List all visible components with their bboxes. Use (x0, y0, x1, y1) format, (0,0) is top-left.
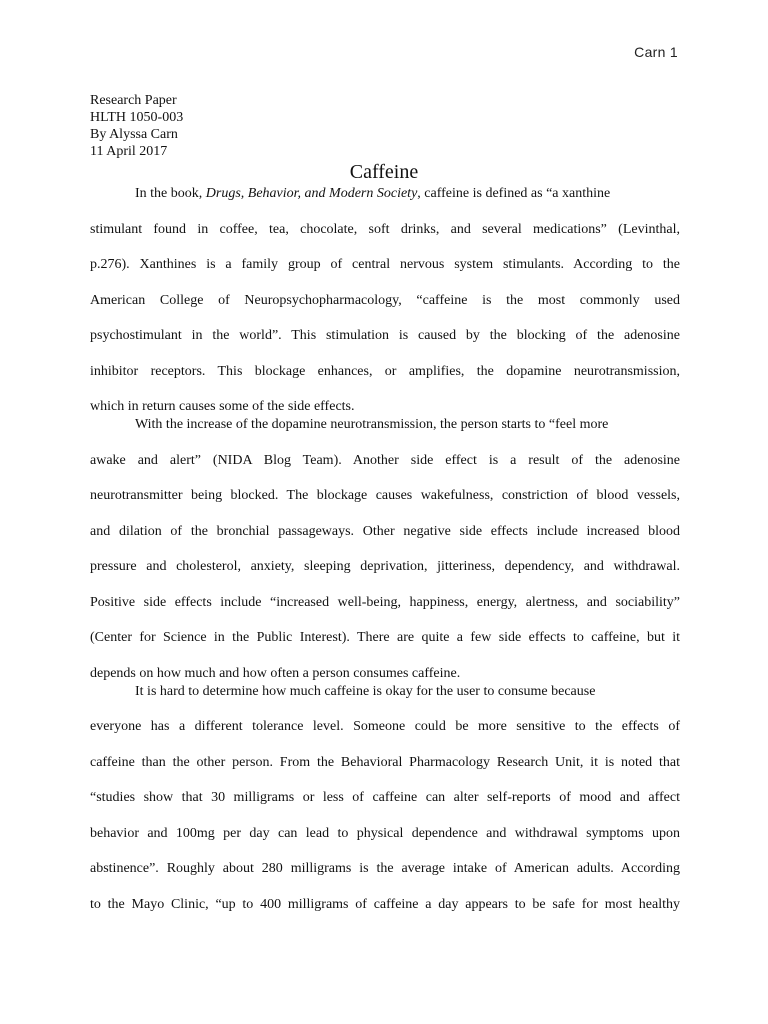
paragraph-2-line-8: depends on how much and how often a person consumes caffeine. (90, 665, 461, 681)
heading-line-paper-type: Research Paper (90, 93, 177, 108)
paragraph-2-line-7: (Center for Science in the Public Interest). There are quite a few side effects to caffeine, but it (90, 630, 680, 645)
heading-line-author: By Alyssa Carn (90, 127, 178, 142)
paragraph-3-line-5: behavior and 100mg per day can lead to physical dependence and withdrawal symptoms upon (90, 825, 680, 841)
paragraph-3-line-1: It is hard to determine how much caffeine is okay for the user to consume because (135, 683, 596, 699)
paragraph-2-line-1: With the increase of the dopamine neurotransmission, the person starts to “feel more (135, 417, 609, 432)
heading-block (90, 92, 183, 160)
paragraph-1-line-3: p.276). Xanthines is a family group of central nervous system stimulants. According to the (90, 257, 680, 272)
paragraph-1-line-4: American College of Neuropsychopharmacology, “caffeine is the most commonly used (90, 292, 680, 308)
paragraph-3-line-7: to the Mayo Clinic, “up to 400 milligrams of caffeine a day appears to be safe for most healthy (90, 896, 680, 912)
paragraph-3-line-3: caffeine than the other person. From the Behavioral Pharmacology Research Unit, it is noted that (90, 754, 680, 770)
paragraph-2-line-4: and dilation of the bronchial passageways. Other negative side effects include increased blood (90, 523, 680, 539)
paragraph-2-line-3: neurotransmitter being blocked. The blockage causes wakefulness, constriction of blood vessels, (90, 488, 680, 503)
running-head: Carn 1 (634, 44, 678, 60)
paragraph-1-line-6: inhibitor receptors. This blockage enhances, or amplifies, the dopamine neurotransmission, (90, 363, 680, 379)
paragraph-2-line-2: awake and alert” (NIDA Blog Team). Another side effect is a result of the adenosine (90, 452, 680, 468)
paragraph-1-line-5: psychostimulant in the world”. This stimulation is caused by the blocking of the adenosine (90, 328, 680, 343)
paper-title: Caffeine (349, 161, 419, 183)
text-run: , caffeine is defined as “a xanthine (417, 186, 611, 201)
text-run: In the book, (135, 186, 206, 201)
paragraph-3-line-2: everyone has a different tolerance level. Someone could be more sensitive to the effects of (90, 719, 680, 734)
paragraph-1-line-2: stimulant found in coffee, tea, chocolate, soft drinks, and several medications” (Levinthal, (90, 221, 680, 237)
heading-line-course: HLTH 1050-003 (90, 110, 184, 125)
paragraph-2-line-6: Positive side effects include “increased well-being, happiness, energy, alertness, and sociability” (90, 594, 680, 610)
paragraph-3-line-6: abstinence”. Roughly about 280 milligrams is the average intake of American adults. According (90, 861, 680, 876)
heading-line-date: 11 April 2017 (90, 144, 168, 159)
paragraph-2-line-5: pressure and cholesterol, anxiety, sleeping deprivation, jitteriness, dependency, and withdrawal. (90, 559, 680, 574)
body-text (90, 182, 680, 928)
paragraph-3-line-4: “studies show that 30 milligrams or less of caffeine can alter self-reports of mood and affect (90, 790, 680, 805)
book-title: Drugs, Behavior, and Modern Society (205, 186, 418, 201)
paragraph-1-line-7: which in return causes some of the side effects. (90, 399, 355, 414)
paragraph-1-line-1 (90, 182, 680, 218)
